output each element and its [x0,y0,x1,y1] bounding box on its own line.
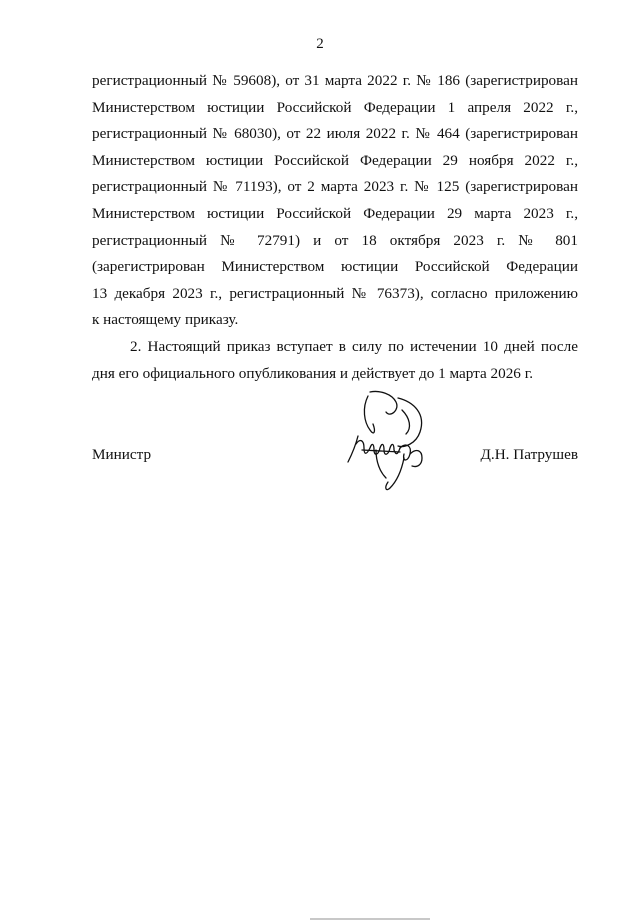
page-number: 2 [316,36,324,52]
text-line: к настоящему приказу. [92,311,239,329]
text-line: регистрационный № 68030), от 22 июля 2022 г. № 464 (зарегистрирован [92,125,578,143]
signatory-title: Министр [92,446,152,463]
text-line: регистрационный № 59608), от 31 марта 2022 г. № 186 (зарегистрирован [92,72,578,89]
text-line: 13 декабря 2023 г., регистрационный № 76373), согласно приложению [92,284,578,302]
text-line: (зарегистрирован Министерством юстиции Российской Федерации [92,258,578,276]
text-line: дня его официального опубликования и действует до 1 марта 2026 г. [92,364,534,382]
text-line: Министерством юстиции Российской Федерации 1 апреля 2022 г., [92,98,578,116]
text-line: Министерством юстиции Российской Федерации 29 ноября 2022 г., [92,151,578,169]
text-line: регистрационный № 71193), от 2 марта 2023 г. № 125 (зарегистрирован [92,178,578,196]
signatory-name: Д.Н. Патрушев [480,446,578,463]
signature-block [92,446,578,470]
document-body [92,68,578,387]
paragraph-2 [92,334,578,387]
paragraph-1 [92,68,578,334]
handwritten-signature [340,388,440,498]
text-line: 2. Настоящий приказ вступает в силу по истечении 10 дней после [130,337,578,355]
scan-artifact-line [310,918,430,920]
text-line: регистрационный № 72791) и от 18 октября 2023 г. № 801 [92,231,578,249]
text-line: Министерством юстиции Российской Федерации 29 марта 2023 г., [92,204,578,222]
